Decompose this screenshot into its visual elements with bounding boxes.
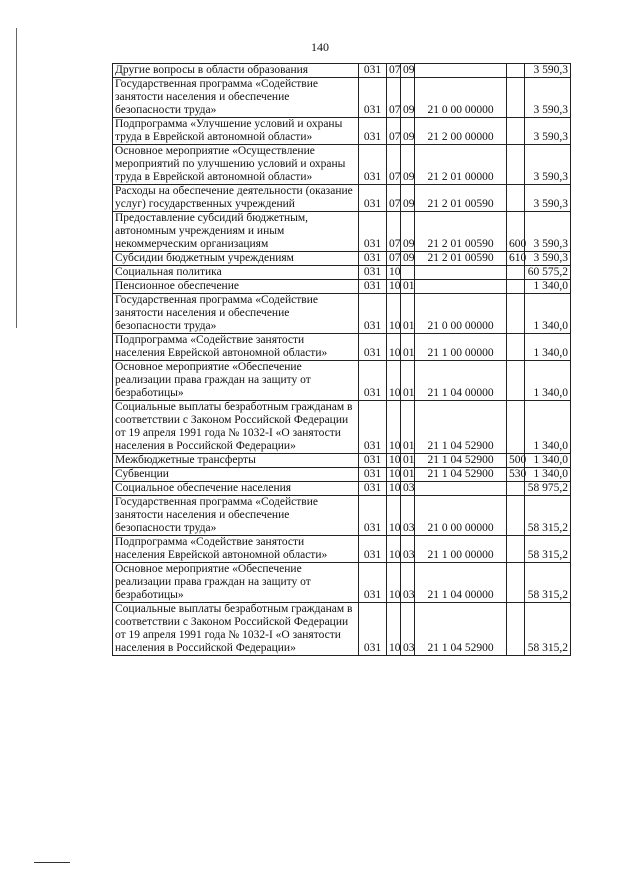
- expense-type-cell: 500: [507, 454, 525, 468]
- expense-type-cell: [507, 603, 525, 656]
- expense-type-cell: [507, 294, 525, 334]
- expense-type-cell: [507, 334, 525, 361]
- section-code-cell: 10: [387, 563, 401, 603]
- expense-type-cell: [507, 185, 525, 212]
- subsection-code-cell: 03: [401, 603, 415, 656]
- row-name-cell: Государственная программа «Содействие занятости населения и обеспечение безопасности труда»: [113, 294, 359, 334]
- subsection-code-cell: 01: [401, 280, 415, 294]
- table-row: [113, 78, 571, 118]
- section-code-cell: 10: [387, 294, 401, 334]
- admin-code-cell: 031: [359, 468, 387, 482]
- section-code-cell: 10: [387, 266, 401, 280]
- section-code-cell: 10: [387, 280, 401, 294]
- section-code-cell: 07: [387, 185, 401, 212]
- target-article-cell: 21 0 00 00000: [415, 78, 507, 118]
- expense-type-cell: [507, 145, 525, 185]
- target-article-cell: 21 0 00 00000: [415, 496, 507, 536]
- expense-type-cell: [507, 64, 525, 78]
- subsection-code-cell: [401, 266, 415, 280]
- admin-code-cell: 031: [359, 563, 387, 603]
- admin-code-cell: 031: [359, 536, 387, 563]
- target-article-cell: 21 1 04 00000: [415, 361, 507, 401]
- budget-table: [112, 63, 571, 656]
- row-name-cell: Субвенции: [113, 468, 359, 482]
- subsection-code-cell: 01: [401, 468, 415, 482]
- amount-cell: 3 590,3: [525, 118, 571, 145]
- subsection-code-cell: 09: [401, 212, 415, 252]
- row-name-cell: Государственная программа «Содействие занятости населения и обеспечение безопасности труда»: [113, 78, 359, 118]
- table-row: [113, 64, 571, 78]
- subsection-code-cell: 01: [401, 334, 415, 361]
- target-article-cell: 21 1 04 52900: [415, 603, 507, 656]
- amount-cell: 58 315,2: [525, 536, 571, 563]
- amount-cell: 3 590,3: [525, 78, 571, 118]
- section-code-cell: 07: [387, 118, 401, 145]
- admin-code-cell: 031: [359, 280, 387, 294]
- subsection-code-cell: 09: [401, 185, 415, 212]
- amount-cell: 3 590,3: [525, 212, 571, 252]
- section-code-cell: 07: [387, 212, 401, 252]
- expense-type-cell: [507, 361, 525, 401]
- row-name-cell: Социальное обеспечение населения: [113, 482, 359, 496]
- row-name-cell: Социальная политика: [113, 266, 359, 280]
- admin-code-cell: 031: [359, 454, 387, 468]
- amount-cell: 58 315,2: [525, 603, 571, 656]
- expense-type-cell: [507, 280, 525, 294]
- row-name-cell: Другие вопросы в области образования: [113, 64, 359, 78]
- target-article-cell: [415, 64, 507, 78]
- subsection-code-cell: 09: [401, 252, 415, 266]
- target-article-cell: 21 2 01 00000: [415, 145, 507, 185]
- expense-type-cell: 530: [507, 468, 525, 482]
- expense-type-cell: [507, 78, 525, 118]
- page-number: 140: [311, 40, 329, 54]
- admin-code-cell: 031: [359, 496, 387, 536]
- table-row: [113, 482, 571, 496]
- row-name-cell: Межбюджетные трансферты: [113, 454, 359, 468]
- table-row: [113, 454, 571, 468]
- subsection-code-cell: 01: [401, 294, 415, 334]
- subsection-code-cell: 03: [401, 482, 415, 496]
- target-article-cell: [415, 266, 507, 280]
- table-row: [113, 496, 571, 536]
- admin-code-cell: 031: [359, 118, 387, 145]
- table-row: [113, 185, 571, 212]
- target-article-cell: 21 1 04 52900: [415, 401, 507, 454]
- subsection-code-cell: 09: [401, 145, 415, 185]
- subsection-code-cell: 03: [401, 536, 415, 563]
- admin-code-cell: 031: [359, 252, 387, 266]
- section-code-cell: 07: [387, 252, 401, 266]
- row-name-cell: Подпрограмма «Содействие занятости населения Еврейской автономной области»: [113, 536, 359, 563]
- subsection-code-cell: 01: [401, 401, 415, 454]
- row-name-cell: Основное мероприятие «Обеспечение реализации права граждан на защиту от безработицы»: [113, 563, 359, 603]
- table-row: [113, 468, 571, 482]
- margin-rule: [16, 28, 17, 328]
- admin-code-cell: 031: [359, 401, 387, 454]
- target-article-cell: 21 2 01 00590: [415, 212, 507, 252]
- amount-cell: 1 340,0: [525, 401, 571, 454]
- subsection-code-cell: 09: [401, 64, 415, 78]
- expense-type-cell: [507, 563, 525, 603]
- section-code-cell: 10: [387, 468, 401, 482]
- section-code-cell: 10: [387, 496, 401, 536]
- section-code-cell: 07: [387, 64, 401, 78]
- amount-cell: 1 340,0: [525, 294, 571, 334]
- subsection-code-cell: 09: [401, 78, 415, 118]
- row-name-cell: Пенсионное обеспечение: [113, 280, 359, 294]
- target-article-cell: [415, 280, 507, 294]
- amount-cell: 3 590,3: [525, 145, 571, 185]
- target-article-cell: 21 1 00 00000: [415, 334, 507, 361]
- table-row: [113, 361, 571, 401]
- section-code-cell: 07: [387, 78, 401, 118]
- section-code-cell: 10: [387, 482, 401, 496]
- amount-cell: 1 340,0: [525, 468, 571, 482]
- footnote-rule: [34, 862, 70, 863]
- admin-code-cell: 031: [359, 334, 387, 361]
- amount-cell: 1 340,0: [525, 361, 571, 401]
- section-code-cell: 10: [387, 401, 401, 454]
- amount-cell: 58 315,2: [525, 496, 571, 536]
- expense-type-cell: 610: [507, 252, 525, 266]
- table-row: [113, 145, 571, 185]
- admin-code-cell: 031: [359, 145, 387, 185]
- admin-code-cell: 031: [359, 185, 387, 212]
- admin-code-cell: 031: [359, 64, 387, 78]
- section-code-cell: 10: [387, 536, 401, 563]
- row-name-cell: Подпрограмма «Содействие занятости населения Еврейской автономной области»: [113, 334, 359, 361]
- section-code-cell: 10: [387, 361, 401, 401]
- section-code-cell: 10: [387, 603, 401, 656]
- subsection-code-cell: 01: [401, 454, 415, 468]
- admin-code-cell: 031: [359, 603, 387, 656]
- admin-code-cell: 031: [359, 294, 387, 334]
- target-article-cell: 21 1 04 52900: [415, 468, 507, 482]
- target-article-cell: 21 1 04 00000: [415, 563, 507, 603]
- table-row: [113, 536, 571, 563]
- amount-cell: 3 590,3: [525, 185, 571, 212]
- table-row: [113, 334, 571, 361]
- amount-cell: 58 315,2: [525, 563, 571, 603]
- amount-cell: 1 340,0: [525, 454, 571, 468]
- table-row: [113, 280, 571, 294]
- section-code-cell: 07: [387, 145, 401, 185]
- expense-type-cell: [507, 482, 525, 496]
- target-article-cell: 21 1 04 52900: [415, 454, 507, 468]
- amount-cell: 60 575,2: [525, 266, 571, 280]
- row-name-cell: Предоставление субсидий бюджетным, автономным учреждениям и иным некоммерческим организациям: [113, 212, 359, 252]
- amount-cell: 3 590,3: [525, 64, 571, 78]
- row-name-cell: Социальные выплаты безработным гражданам в соответствии с Законом Российской Федерации от 19 апреля 1991 года № 1032-I «О занятости населения в Российской Федерации»: [113, 603, 359, 656]
- table-row: [113, 118, 571, 145]
- amount-cell: 3 590,3: [525, 252, 571, 266]
- target-article-cell: 21 2 00 00000: [415, 118, 507, 145]
- subsection-code-cell: 03: [401, 496, 415, 536]
- table-row: [113, 212, 571, 252]
- expense-type-cell: [507, 401, 525, 454]
- row-name-cell: Подпрограмма «Улучшение условий и охраны труда в Еврейской автономной области»: [113, 118, 359, 145]
- subsection-code-cell: 01: [401, 361, 415, 401]
- target-article-cell: 21 1 00 00000: [415, 536, 507, 563]
- amount-cell: 1 340,0: [525, 280, 571, 294]
- target-article-cell: 21 2 01 00590: [415, 252, 507, 266]
- admin-code-cell: 031: [359, 212, 387, 252]
- expense-type-cell: [507, 118, 525, 145]
- table-row: [113, 603, 571, 656]
- row-name-cell: Субсидии бюджетным учреждениям: [113, 252, 359, 266]
- row-name-cell: Основное мероприятие «Осуществление мероприятий по улучшению условий и охраны труда в Еврейской автономной области»: [113, 145, 359, 185]
- row-name-cell: Социальные выплаты безработным гражданам в соответствии с Законом Российской Федерации от 19 апреля 1991 года № 1032-I «О занятости населения в Российской Федерации»: [113, 401, 359, 454]
- subsection-code-cell: 03: [401, 563, 415, 603]
- admin-code-cell: 031: [359, 78, 387, 118]
- table-row: [113, 401, 571, 454]
- target-article-cell: [415, 482, 507, 496]
- row-name-cell: Государственная программа «Содействие занятости населения и обеспечение безопасности труда»: [113, 496, 359, 536]
- expense-type-cell: [507, 496, 525, 536]
- subsection-code-cell: 09: [401, 118, 415, 145]
- table-row: [113, 563, 571, 603]
- section-code-cell: 10: [387, 454, 401, 468]
- table-row: [113, 294, 571, 334]
- row-name-cell: Расходы на обеспечение деятельности (оказание услуг) государственных учреждений: [113, 185, 359, 212]
- amount-cell: 1 340,0: [525, 334, 571, 361]
- target-article-cell: 21 0 00 00000: [415, 294, 507, 334]
- amount-cell: 58 975,2: [525, 482, 571, 496]
- expense-type-cell: [507, 536, 525, 563]
- row-name-cell: Основное мероприятие «Обеспечение реализации права граждан на защиту от безработицы»: [113, 361, 359, 401]
- admin-code-cell: 031: [359, 482, 387, 496]
- table-row: [113, 252, 571, 266]
- target-article-cell: 21 2 01 00590: [415, 185, 507, 212]
- expense-type-cell: [507, 266, 525, 280]
- table-row: [113, 266, 571, 280]
- expense-type-cell: 600: [507, 212, 525, 252]
- admin-code-cell: 031: [359, 266, 387, 280]
- admin-code-cell: 031: [359, 361, 387, 401]
- section-code-cell: 10: [387, 334, 401, 361]
